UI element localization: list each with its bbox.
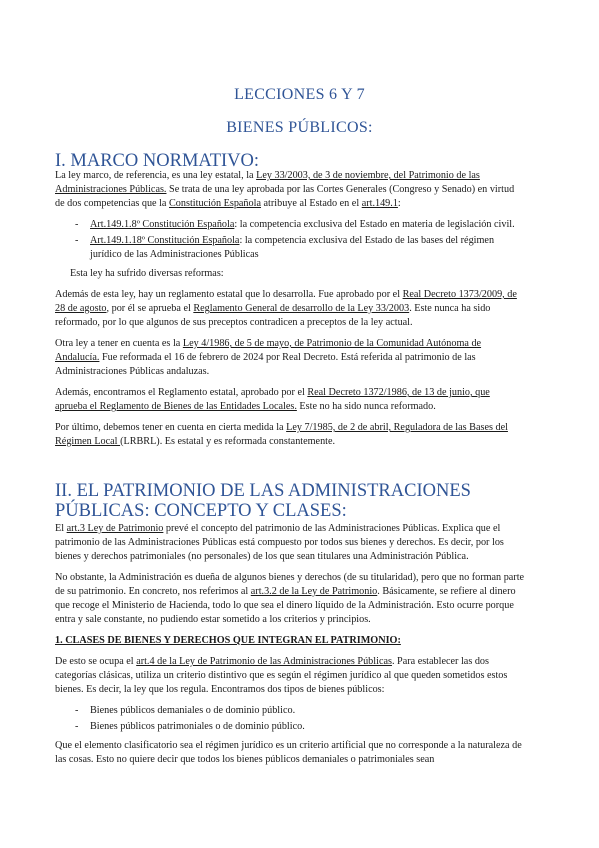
list-item: - Bienes públicos demaniales o de dominio público. xyxy=(75,704,525,718)
paragraph: Que el elemento clasificatorio sea el régimen jurídico es un criterio artificial que no corresponde a la naturaleza de las cosas. Esto no quiere decir que todos los bienes públicos demaniales o patrimoniales sean xyxy=(55,740,522,765)
paragraph: No obstante, la Administración es dueña de algunos bienes y derechos (de su titularidad), pero que no forman parte de su patrimonio. En concreto, nos referimos al art.3.2 de la Ley de Patrimonio. Básicamente, se refiere al dinero que recoge el Ministerio de Hacienda, todo lo que sea el dinero líquido de la Administración. Esto ocurre porque entra y sale constante, no pudiendo estar sometido a los criterios y principios. xyxy=(55,572,525,625)
paragraph: De esto se ocupa el art.4 de la Ley de Patrimonio de las Administraciones Públicas. Para establecer las dos categorías clásicas, utiliza un criterio distintivo que es según el régimen jurídico al que queden sometidos estos bienes. Es decir, la ley que los regula. Encontramos dos tipos de bienes públicos: xyxy=(55,656,508,695)
paragraph: Por último, debemos tener en cuenta en cierta medida la Ley 7/1985, de 2 de abril, Reguladora de las Bases del Régimen Local (LRBRL). Es estatal y es reformada constantemente. xyxy=(55,422,508,447)
law-reference: Constitución Española xyxy=(169,198,261,209)
document-title: LECCIONES 6 Y 7 xyxy=(234,86,365,103)
competence-list xyxy=(55,218,517,262)
section-patrimonio xyxy=(55,481,525,774)
list-item: - Bienes públicos patrimoniales o de dominio público. xyxy=(75,720,525,734)
law-reference: art.149.1 xyxy=(361,198,398,209)
law-reference: Ley 33/2003, de 3 de noviembre, del Patrimonio de las Administraciones Públicas. xyxy=(55,170,480,195)
list-item: - Art.149.1.18º Constitución Española: la competencia exclusiva del Estado de las bases del régimen jurídico de las Administraciones Públicas xyxy=(75,234,517,262)
paragraph: Además, encontramos el Reglamento estatal, aprobado por el Real Decreto 1372/1986, de 13 de junio, que aprueba el Reglamento de Bienes de las Entidades Locales. Este no ha sido nunca reformado. xyxy=(55,387,490,412)
section-heading-patrimonio: II. EL PATRIMONIO DE LAS ADMINISTRACIONES PÚBLICAS: CONCEPTO Y CLASES: xyxy=(55,481,471,521)
paragraph: El art.3 Ley de Patrimonio prevé el concepto del patrimonio de las Administraciones Públicas. Explica que el patrimonio de las Administraciones Públicas está compuesto por todos sus bienes y derechos. Es decir, por los bienes y derechos patrimoniales (no personales) de los que sean titulares una Administración Pública. xyxy=(55,523,504,562)
paragraph: Esta ley ha sufrido diversas reformas: xyxy=(70,268,224,279)
section-marco-normativo xyxy=(55,169,517,456)
paragraph: La ley marco, de referencia, es una ley estatal, la Ley 33/2003, de 3 de noviembre, del Patrimonio de las Administraciones Públicas. Se trata de una ley aprobada por las Cortes Generales (Congreso y Senado) en virtud de dos competencias que la Constitución Española atribuye al Estado en el art.149.1: xyxy=(55,170,515,209)
paragraph: Además de esta ley, hay un reglamento estatal que lo desarrolla. Fue aprobado por el Real Decreto 1373/2009, de 28 de agosto, por él se aprueba el Reglamento General de desarrollo de la Ley 33/2003. Este nunca ha sido reformado, por lo que algunos de sus preceptos contradicen a preceptos de la ley actual. xyxy=(55,289,517,328)
section-heading-marco-normativo: I. MARCO NORMATIVO: xyxy=(55,151,260,171)
subsection-heading: 1. CLASES DE BIENES Y DERECHOS QUE INTEGRAN EL PATRIMONIO: xyxy=(55,635,401,646)
bienes-list xyxy=(55,704,525,734)
paragraph: Otra ley a tener en cuenta es la Ley 4/1986, de 5 de mayo, de Patrimonio de la Comunidad Autónoma de Andalucía. Fue reformada el 16 de febrero de 2024 por Real Decreto. Está referida al patrimonio de las Administraciones Públicas andaluzas. xyxy=(55,338,482,377)
document-subtitle: BIENES PÚBLICOS: xyxy=(226,119,373,136)
list-item: - Art.149.1.8º Constitución Española: la competencia exclusiva del Estado en materia de legislación civil. xyxy=(75,218,517,232)
